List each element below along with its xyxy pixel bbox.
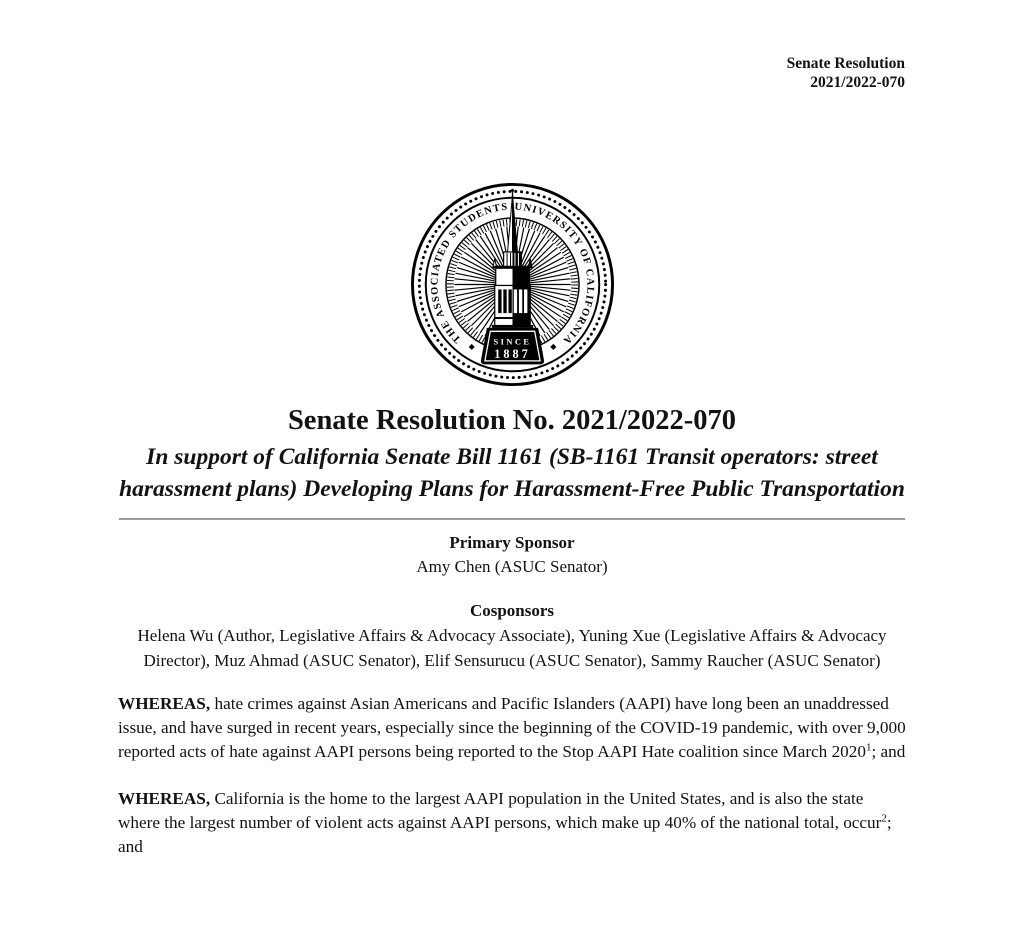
page-subtitle: In support of California Senate Bill 1161 (SB-1161 Transit operators: street harassment plans) Developing Plans for Harassment-Free Public Transportation [119,444,905,502]
seal-since-badge [480,328,543,364]
page-title: Senate Resolution No. 2021/2022-070 [287,405,737,436]
seal-badge-since: SINCE [493,337,531,347]
seal-diamond-left: ◆ [468,342,475,352]
whereas-lead-2: WHEREAS, [118,789,211,808]
whereas-tail-2: ; and [118,813,892,856]
whereas-lead-1: WHEREAS, [118,694,211,713]
divider [119,518,905,520]
whereas-paragraph-2 [118,787,906,859]
whereas-tail-1: ; and [871,742,906,761]
footnote-ref-1: 1 [865,741,872,754]
seal-diamond-right: ◆ [549,342,556,352]
cosponsors-label: Cosponsors [469,601,555,620]
whereas-text-2: California is the home to the largest AAPI population in the United States, and is also the state where the largest number of violent acts against AAPI persons, which make up 40% of the national total, occur [118,789,882,832]
seal-badge-year: 1887 [493,346,531,361]
seal-arc-right-text: UNIVERSITY OF CALIFORNIA [513,201,596,347]
whereas-paragraph-1 [118,692,906,764]
primary-sponsor-name: Amy Chen (ASUC Senator) [416,557,608,576]
whereas-text-1: hate crimes against Asian Americans and Pacific Islanders (AAPI) have long been an unaddressed issue, and have surged in recent years, especially since the beginning of the COVID-19 pandemic, with over 9,000 reported acts of hate against AAPI persons being reported to the Stop AAPI Hate coalition since March 2020 [118,694,906,761]
cosponsors-names: Helena Wu (Author, Legislative Affairs & Advocacy Associate), Yuning Xue (Legislative Affairs & Advocacy Director), Muz Ahmad (ASUC Senator), Elif Sensurucu (ASUC Senator), Sammy Raucher (ASUC Senator) [137,626,887,670]
header-line-1: Senate Resolution [786,55,905,72]
footnote-ref-2: 2 [881,812,887,825]
document-number-header [0,0,905,92]
header-line-2: 2021/2022-070 [810,73,905,91]
seal-arc-left-text: THE ASSOCIATED STUDENTS [428,201,509,345]
asuc-seal [409,181,616,388]
primary-sponsor-label: Primary Sponsor [449,533,575,552]
asuc-seal-icon [409,181,616,388]
